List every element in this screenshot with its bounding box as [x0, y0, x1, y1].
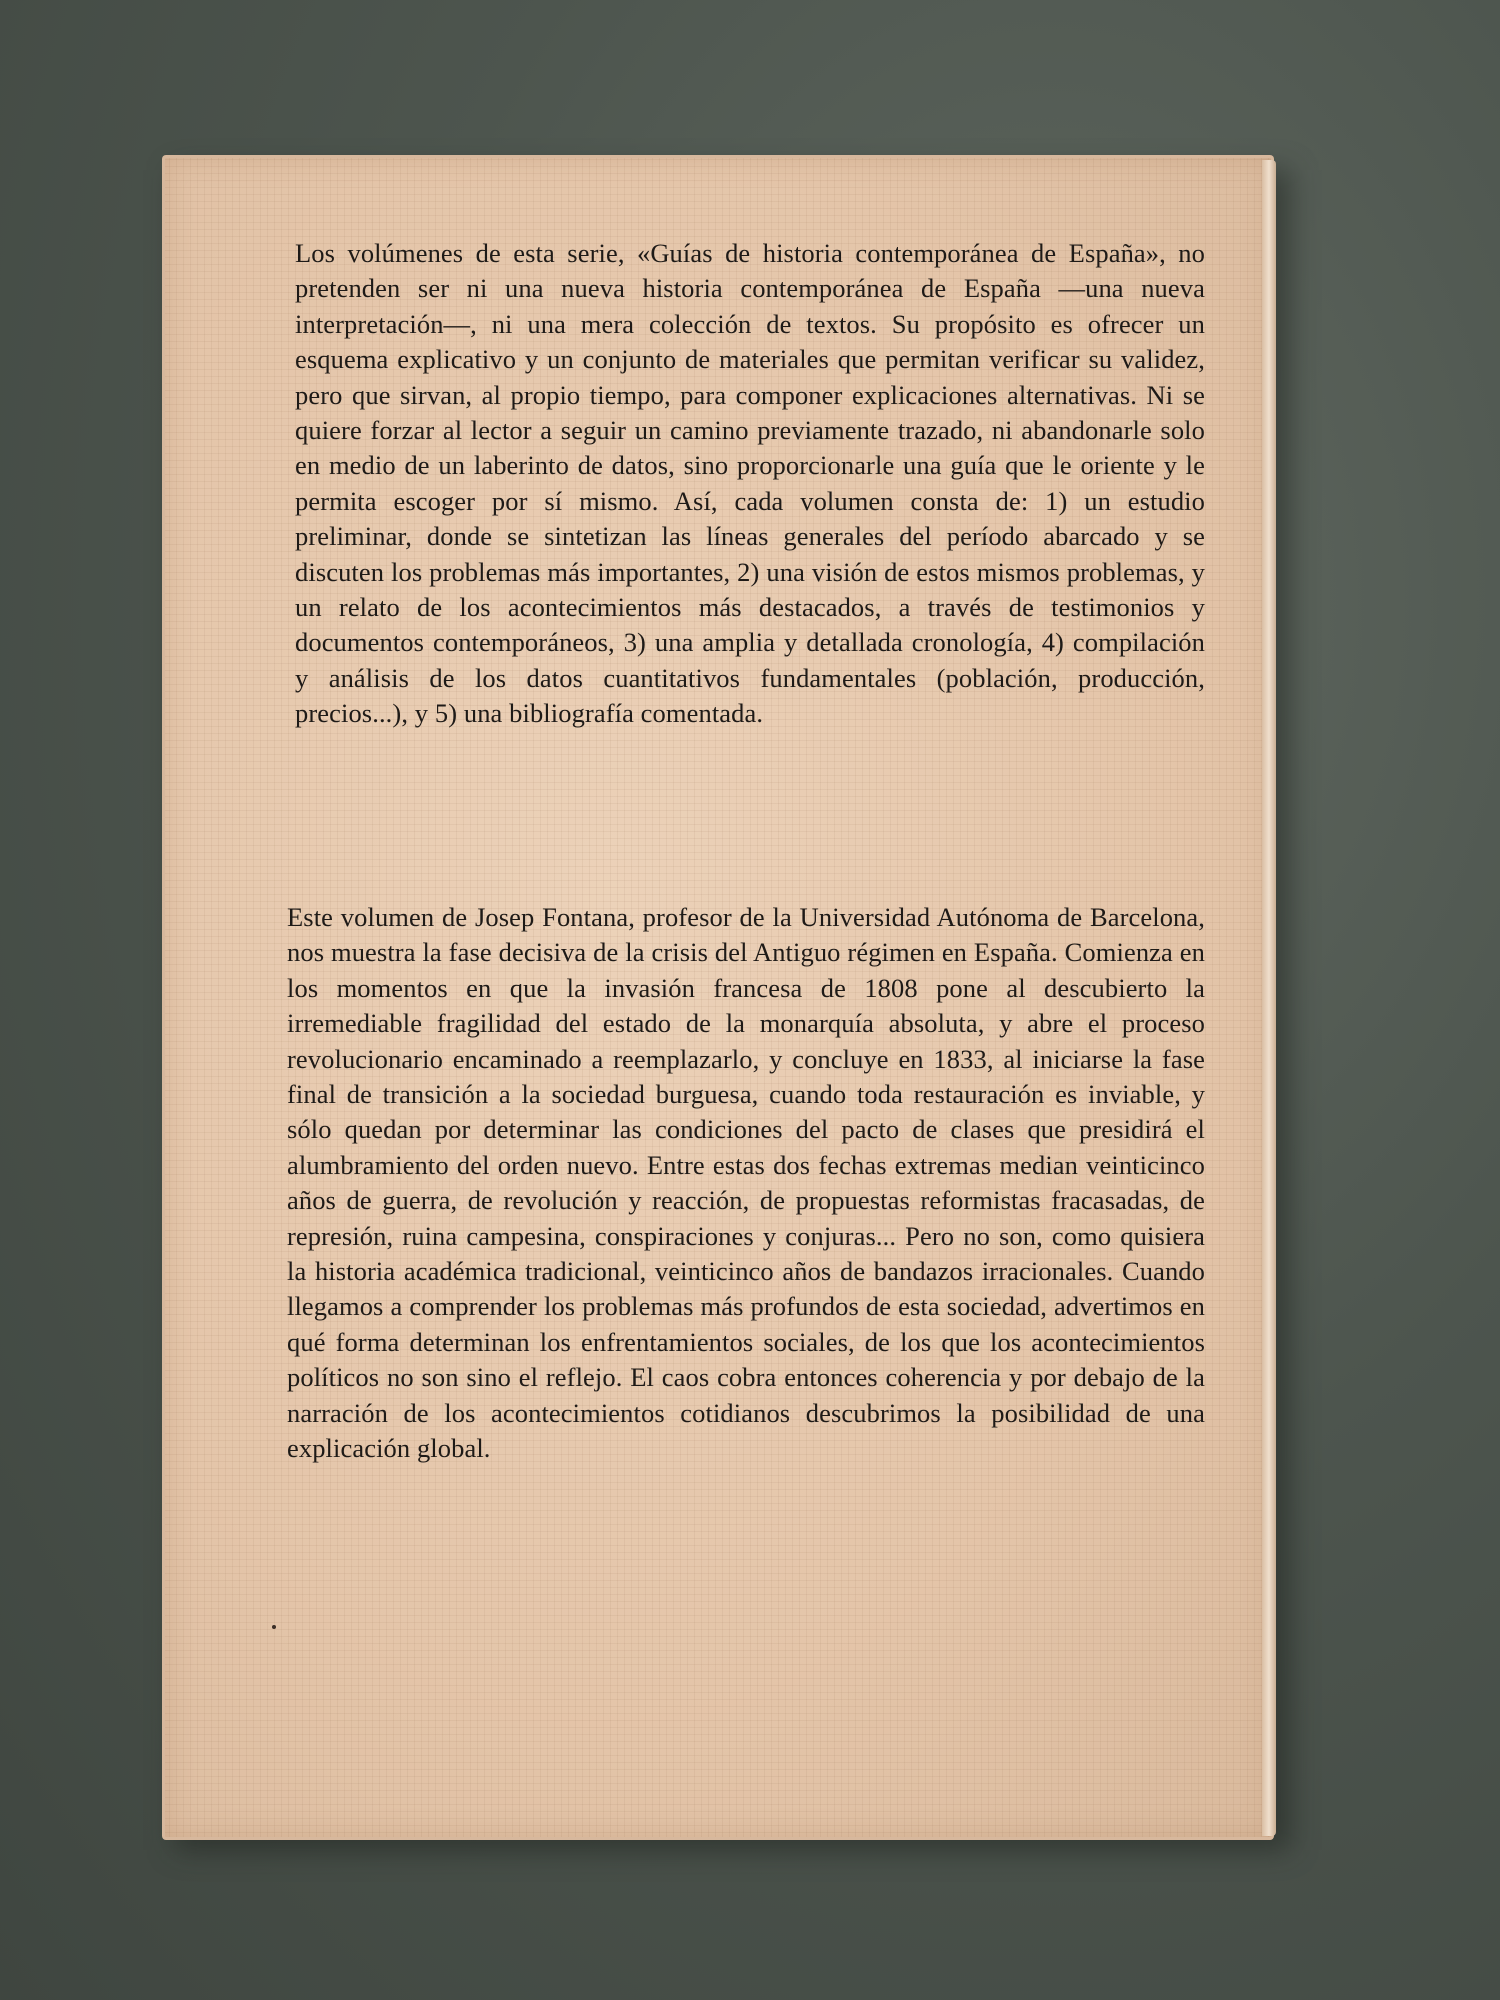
ink-speck [272, 1625, 276, 1629]
volume-description-paragraph: Este volumen de Josep Fontana, profesor de la Universidad Autónoma de Barcelona, nos muestra la fase decisiva de la crisis del Antiguo régimen en España. Comienza en los momentos en que la invasión francesa de 1808 pone al descubierto la irremediable fragilidad del estado de la monarquía absoluta, y abre el proceso revolucionario encaminado a reemplazarlo, y concluye en 1833, al iniciarse la fase final de transición a la sociedad burguesa, cuando toda restauración es inviable, y sólo quedan por determinar las condiciones del pacto de clases que presidirá el alumbramiento del orden nuevo. Entre estas dos fechas extremas median veinticinco años de guerra, de revolución y reacción, de propuestas reformistas fracasadas, de represión, ruina campesina, conspiraciones y conjuras... Pero no son, como quisiera la historia académica tradicional, veinticinco años de bandazos irracionales. Cuando llegamos a comprender los problemas más profundos de esta sociedad, advertimos en qué forma determinan los enfrentamientos sociales, de los que los acontecimientos políticos no son sino el reflejo. El caos cobra entonces coherencia y por debajo de la narración de los acontecimientos cotidianos descubrimos la posibilidad de una explicación global. [287, 902, 1205, 1464]
book-page-edge [1262, 160, 1276, 1836]
series-description-paragraph: Los volúmenes de esta serie, «Guías de historia contemporánea de España», no pretenden ser ni una nueva historia contemporánea de España —una nueva interpretación—, ni una mera colección de textos. Su propósito es ofrecer un esquema explicativo y un conjunto de materiales que permitan verificar su validez, pero que sirvan, al propio tiempo, para componer explicaciones alternativas. Ni se quiere forzar al lector a seguir un camino previamente trazado, ni abandonarle solo en medio de un laberinto de datos, sino proporcionarle una guía que le oriente y le permita escoger por sí mismo. Así, cada volumen consta de: 1) un estudio preliminar, donde se sintetizan las líneas generales del período abarcado y se discuten los problemas más importantes, 2) una visión de estos mismos problemas, y un relato de los acontecimientos más destacados, a través de testimonios y documentos contemporáneos, 3) una amplia y detallada cronología, 4) compilación y análisis de los datos cuantitativos fundamentales (población, producción, precios...), y 5) una bibliografía comentada. [295, 238, 1205, 729]
